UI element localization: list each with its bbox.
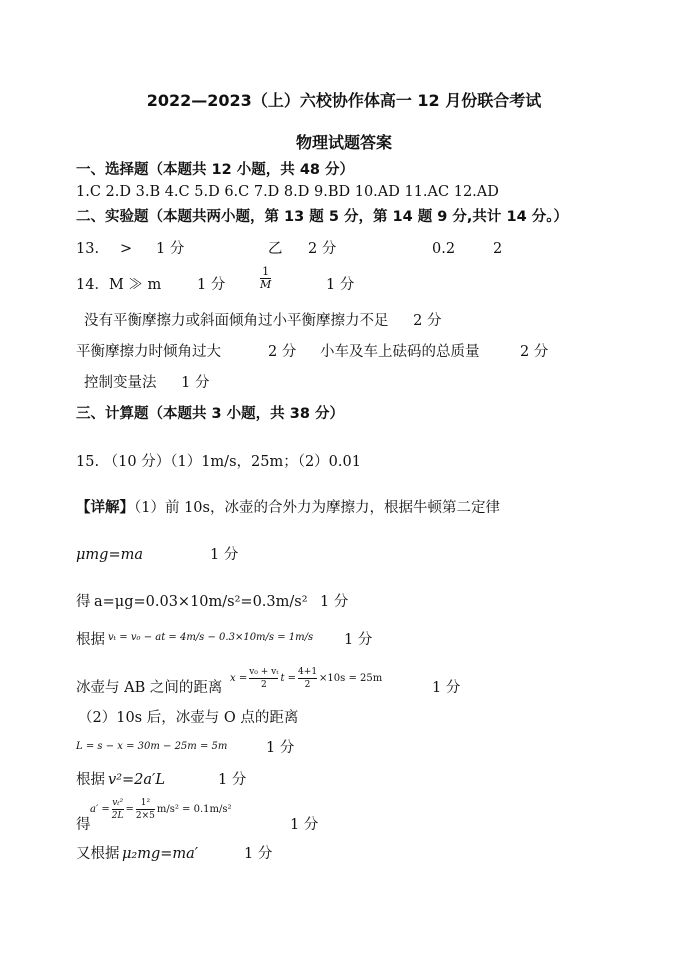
q14-answer-1: 14．M ≫ m (76, 277, 162, 293)
eq7-lhs: a′ = (90, 803, 110, 815)
q14-line5 (84, 373, 209, 393)
eq1-score: 1 分 (210, 547, 239, 563)
eq7-prefix: 得 (76, 817, 91, 833)
q13-answer-1: > (120, 241, 133, 257)
eq7-mid: = (125, 803, 134, 815)
eq3-expr: vₜ = v₀ − at = 4m/s − 0.3×10m/s = 1m/s (108, 632, 314, 643)
q13-answer-4: 2 (493, 241, 503, 257)
eq4-f1-num: v₀ + vₜ (249, 667, 279, 677)
q14-line4-score-1: 2 分 (268, 344, 297, 360)
eq7-score: 1 分 (290, 817, 319, 833)
eq4-fraction-1 (249, 666, 278, 691)
eq4-f2-den: 2 (304, 680, 311, 690)
eq4-rhs: ×10s = 25m (319, 672, 383, 684)
section-calculation-heading: 三、计算题（本题共 3 小题，共 38 分） (76, 406, 344, 422)
q15-answer: 15. （10 分）（1）1m/s，25m；（2）0.01 (76, 454, 361, 470)
eq3-score: 1 分 (344, 632, 373, 648)
q14-fraction (260, 266, 271, 291)
eq4-f1-den: 2 (260, 680, 267, 690)
q13-answer-2: 乙 (268, 241, 283, 257)
page-subtitle: 物理试题答案 (295, 133, 392, 152)
eq4-prefix: 冰壶与 AB 之间的距离 (76, 680, 223, 696)
eq7-f1-num: vₜ² (112, 798, 124, 808)
q13-answer-3: 0.2 (432, 241, 456, 257)
eq7-fraction-1 (112, 797, 124, 822)
eq4-formula (230, 666, 382, 691)
q13-score-2: 2 分 (308, 241, 337, 257)
q15-detail (76, 498, 500, 518)
q14-fraction-denominator: M (260, 278, 272, 291)
eq2-prefix: 得 (76, 594, 91, 610)
eq1-expr: μmg=ma (76, 547, 143, 563)
q14-line4-score-2: 2 分 (520, 344, 549, 360)
eq2-score: 1 分 (320, 594, 349, 610)
eq8-score: 1 分 (244, 846, 273, 862)
eq4-lhs: x = (230, 672, 248, 684)
eq3-prefix: 根据 (76, 632, 105, 648)
q14-line3-text: 没有平衡摩擦力或斜面倾角过小平衡摩擦力不足 (84, 313, 389, 329)
detail-label: 【详解】 (76, 499, 134, 516)
eq6-prefix: 根据 (76, 772, 105, 788)
q14-line3 (84, 311, 441, 331)
eq7-f2-den: 2×5 (135, 811, 155, 821)
q14-fraction-numerator: 1 (262, 265, 270, 278)
part2-text: （2）10s 后，冰壶与 O 点的距离 (78, 710, 299, 726)
eq7-f2-num: 1² (140, 798, 151, 808)
eq7-formula (90, 797, 232, 822)
q14-score-1: 1 分 (197, 277, 226, 293)
eq6-expr: v²=2a′L (108, 772, 165, 788)
section-choice-heading: 一、选择题（本题共 12 小题，共 48 分） (76, 162, 355, 178)
choice-answers: 1.C 2.D 3.B 4.C 5.D 6.C 7.D 8.D 9.BD 10.AD 11.AC 12.AD (76, 184, 499, 200)
q13-number: 13. (76, 241, 100, 257)
q14-line4-text-1: 平衡摩擦力时倾角过大 (76, 344, 221, 360)
eq7-rhs: m/s² = 0.1m/s² (156, 803, 232, 815)
section-experiment-heading: 二、实验题（本题共两小题，第 13 题 5 分，第 14 题 9 分,共计 14 分。） (76, 209, 568, 225)
q13-score-1: 1 分 (156, 241, 185, 257)
eq7-fraction-2 (136, 797, 155, 822)
eq7-f1-den: 2L (111, 811, 124, 821)
eq8-prefix: 又根据 (76, 846, 120, 862)
eq5-score: 1 分 (266, 740, 295, 756)
eq5-expr: L = s − x = 30m − 25m = 5m (76, 741, 228, 752)
eq8-expr: μ₂mg=ma′ (122, 846, 199, 862)
eq2-expr: a=μg=0.03×10m/s²=0.3m/s² (94, 594, 308, 610)
page-title: 2022—2023（上）六校协作体高一 12 月份联合考试 (146, 91, 542, 110)
q14-line4-text-2: 小车及车上砝码的总质量 (320, 344, 480, 360)
q14-line5-text: 控制变量法 (84, 375, 157, 391)
eq4-score: 1 分 (432, 680, 461, 696)
eq4-mid: t = (280, 672, 297, 684)
q14-line5-score: 1 分 (181, 375, 210, 391)
eq4-f2-num: 4+1 (298, 667, 318, 677)
detail-text: （1）前 10s，冰壶的合外力为摩擦力，根据牛顿第二定律 (134, 500, 500, 516)
eq4-fraction-2 (298, 666, 317, 691)
q14-score-2: 1 分 (326, 277, 355, 293)
eq6-score: 1 分 (218, 772, 247, 788)
q14-line3-score: 2 分 (413, 313, 442, 329)
